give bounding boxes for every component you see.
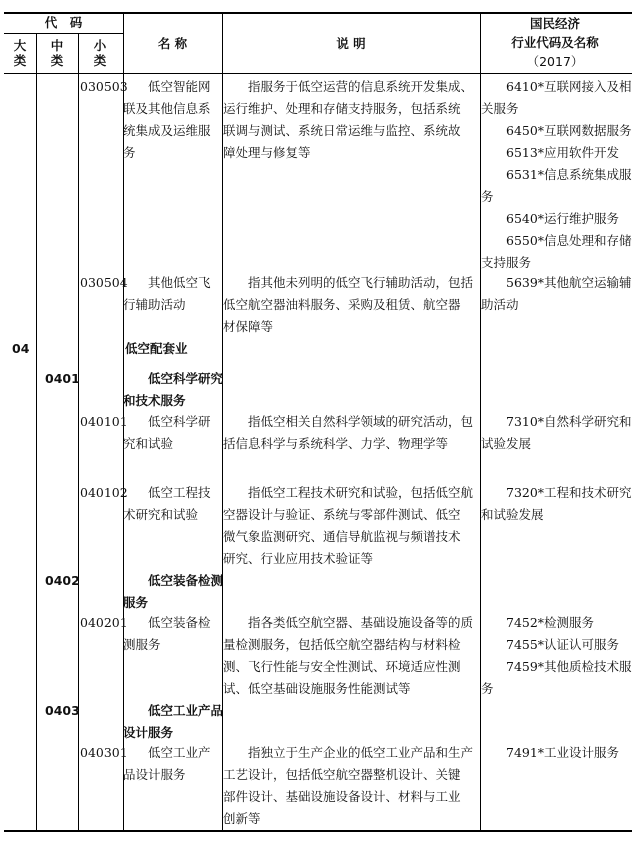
- ref-030504: 5639*其他航空运输辅 助活动: [481, 275, 632, 312]
- header-bottom-rule: [4, 73, 632, 74]
- code-030503: 030503: [80, 79, 128, 94]
- header-code-divider: [4, 33, 123, 34]
- code-040101: 040101: [80, 414, 128, 429]
- category-name-0401: 低空科学研究 和技术服务: [123, 371, 224, 408]
- ref-040102: 7320*工程和技术研究 和试验发展: [481, 485, 632, 522]
- major-code-04: 04: [12, 341, 30, 356]
- category-name-0402: 低空装备检测 服务: [123, 573, 224, 610]
- name-040301: 低空工业产 品设计服务: [123, 745, 211, 782]
- desc-040101: 指低空相关自然科学领域的研究活动，包 括信息科学与系统科学、力学、物理学等: [223, 414, 474, 451]
- header-name: 名 称: [157, 36, 188, 51]
- ref-040301: 7491*工业设计服务: [481, 745, 620, 760]
- name-040101: 低空科学研 究和试验: [123, 414, 211, 451]
- name-040102: 低空工程技 术研究和试验: [123, 485, 211, 522]
- header-ref-line2: 行业代码及名称: [511, 35, 599, 50]
- header-ref-line1: 国民经济: [529, 16, 580, 31]
- middle-code-0402: 0402: [45, 573, 80, 588]
- middle-code-0401: 0401: [45, 371, 80, 386]
- category-name-04: 低空配套业: [125, 341, 188, 356]
- code-040102: 040102: [80, 485, 128, 500]
- desc-040102: 指低空工程技术研究和试验，包括低空航 空器设计与验证、系统与零部件测试、低空 微气象监测研究、通信导航监视与频谱技术 研究、行业应用技术验证等: [223, 485, 474, 566]
- middle-code-0403: 0403: [45, 703, 80, 718]
- code-040301: 040301: [80, 745, 128, 760]
- code-040201: 040201: [80, 615, 128, 630]
- header-major: 大类: [13, 38, 27, 68]
- table-bottom-rule: [4, 830, 632, 832]
- table-top-rule: [4, 12, 632, 14]
- desc-040301: 指独立于生产企业的低空工业产品和生产 工艺设计，包括低空航空器整机设计、关键 部件设计、基础设施设备设计、材料与工业 创新等: [223, 745, 474, 826]
- name-030503: 低空智能网 联及其他信息系 统集成及运维服 务: [123, 79, 211, 160]
- header-minor: 小类: [93, 38, 107, 68]
- header-middle: 中类: [50, 38, 64, 68]
- name-040201: 低空装备检 测服务: [123, 615, 211, 652]
- desc-030503: 指服务于低空运营的信息系统开发集成、 运行维护、处理和存储支持服务，包括系统 联调与测试、系统日常运维与监控、系统故 障处理与修复等: [223, 79, 474, 160]
- header-code: 代 码: [44, 15, 83, 30]
- name-030504: 其他低空飞 行辅助活动: [123, 275, 211, 312]
- ref-040201: 7452*检测服务 7455*认证认可服务 7459*其他质检技术服 务: [481, 615, 632, 696]
- ref-030503: 6410*互联网接入及相 关服务 6450*互联网数据服务 6513*应用软件开发 6531*信息系统集成服 务 6540*运行维护服务 6550*信息处理和存储 支持服务: [481, 79, 632, 270]
- desc-040201: 指各类低空航空器、基础设施设备等的质 量检测服务，包括低空航空器结构与材料检 测、飞行性能与安全性测试、环境适应性测 试、低空基础设施服务性能测试等: [223, 615, 474, 696]
- ref-040101: 7310*自然科学研究和 试验发展: [481, 414, 632, 451]
- desc-030504: 指其他未列明的低空飞行辅助活动，包括 低空航空器油料服务、采购及租赁、航空器 材保障等: [223, 275, 474, 334]
- code-030504: 030504: [80, 275, 128, 290]
- header-ref-line3: （2017）: [526, 54, 584, 69]
- category-name-0403: 低空工业产品 设计服务: [123, 703, 224, 740]
- col-divider-major: [36, 34, 37, 830]
- header-description: 说 明: [336, 36, 366, 51]
